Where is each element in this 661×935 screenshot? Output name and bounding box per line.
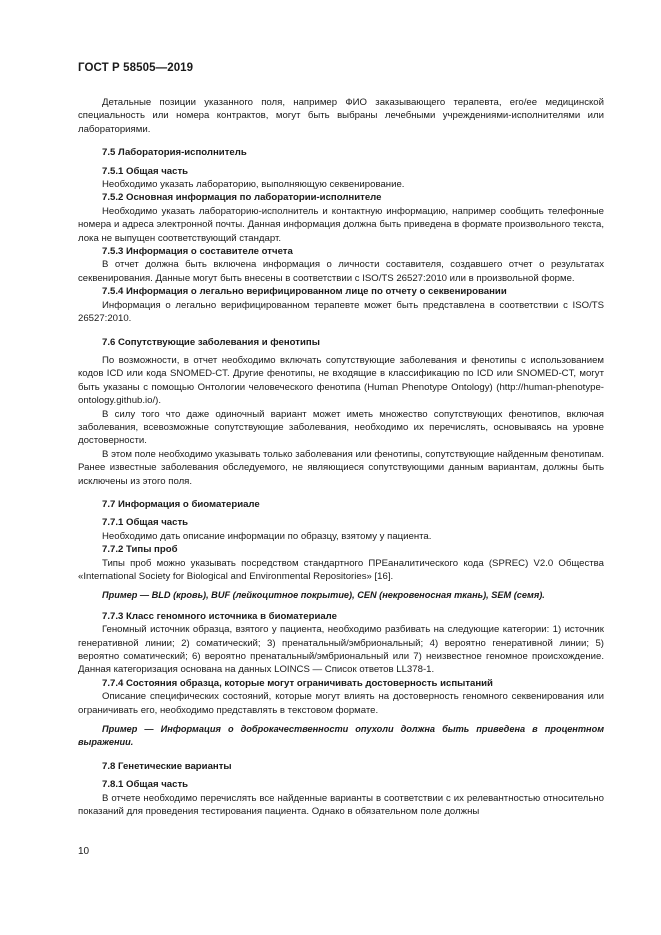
subsection-heading: 7.5.1 Общая часть: [102, 165, 189, 177]
paragraph: В отчете необходимо перечислять все найденные варианты в соответствии с их релевантностью относительно показаний для проведения тестирования пациента. Однако в обязательном поле должны: [78, 792, 604, 818]
section-heading: 7.7 Информация о биоматериале: [102, 498, 260, 510]
document-header: ГОСТ Р 58505—2019: [78, 62, 194, 74]
paragraph: В этом поле необходимо указывать только заболевания или фенотипы, сопутствующие найденным фенотипам. Ранее известные заболевания обследуемого, не являющиеся сопутствующими данным вариантам, должны быть исключены из этого поля.: [78, 448, 604, 487]
subsection-heading: 7.7.2 Типы проб: [102, 544, 178, 556]
paragraph: Типы проб можно указывать посредством стандартного ПРЕаналитического кода (SPREC) V2.0 Общества «International Society for Biological and Environmental Repositories» [16].: [78, 557, 604, 582]
subsection-heading: 7.7.3 Класс геномного источника в биоматериале: [102, 610, 337, 622]
paragraph: В отчет должна быть включена информация о личности составителя, создавшего отчет о результатах секвенирования. Данные могут быть внесены в соответствии с ISO/TS 26527:2010 или в произвольной форме.: [78, 259, 604, 284]
paragraph: Детальные позиции указанного поля, например ФИО заказывающего терапевта, его/ее медицинской специальность или номера контрактов, могут быть выбраны лечебными учреждениями-исполнителями или лабораториями.: [78, 97, 604, 135]
subsection-heading: 7.5.4 Информация о легально верифицированном лице по отчету о секвенировании: [102, 286, 507, 298]
paragraph: Описание специфических состояний, которые могут влиять на достоверность геномного секвенирования или ограничивать его, необходимо представлять в текстовом формате.: [78, 691, 604, 716]
subsection-heading: 7.5.3 Информация о составителе отчета: [102, 246, 293, 258]
document-body: [78, 96, 604, 819]
section-heading: 7.8 Генетические варианты: [102, 760, 232, 772]
paragraph: Геномный источник образца, взятого у пациента, необходимо разбивать на следующие категории: 1) источник генеративной линии; 2) соматический; 3) пренатальный/эмбриональный; 4) вероятно генеративной линии; 5) вероятно соматический; 6) вероятно пренатальный/эмбриональный или 7) неизвестное геномное происхождение. Данная категоризация основана на данных LOINCS — Список ответов LL378-1.: [78, 624, 604, 676]
subsection-heading: 7.5.2 Основная информация по лаборатории-исполнителе: [102, 192, 382, 204]
paragraph: Необходимо указать лабораторию-исполнитель и контактную информацию, например сообщить телефонные номера и адреса электронной почты. Данная информация должна быть приведена в формате произвольного текста, лока не выпущен соответствующий стандарт.: [78, 205, 604, 244]
paragraph: В силу того что даже одиночный вариант может иметь множество сопутствующих фенотипов, включая заболевания, всевозможные сопутствующие заболевания, необходимо их перечислять, основываясь на уровне достоверности.: [78, 408, 604, 447]
paragraph: Информация о легально верифицированном терапевте может быть представлена в соответствии с ISO/TS 26527:2010.: [78, 299, 604, 325]
page-number: 10: [78, 846, 90, 857]
subsection-heading: 7.8.1 Общая часть: [102, 779, 189, 791]
subsection-heading: 7.7.4 Состояния образца, которые могут ограничивать достоверность испытаний: [102, 677, 493, 689]
section-heading: 7.6 Сопутствующие заболевания и фенотипы: [102, 336, 320, 348]
section-heading: 7.5 Лаборатория-исполнитель: [102, 147, 247, 159]
paragraph: По возможности, в отчет необходимо включать сопутствующие заболевания и фенотипы с использованием кодов ICD или кода SNOMED-CT. Другие фенотипы, не входящие в классификацию по ICD или SNOMED-CT, могут быть указаны с помощью Онтологии человеческого фенотипа (Human Phenotype Ontology) (http://human-phenotype-ontology.github.io/).: [78, 354, 604, 407]
paragraph: Необходимо дать описание информации по образцу, взятому у пациента.: [102, 530, 432, 542]
paragraph: Необходимо указать лабораторию, выполняющую секвенирование.: [102, 179, 405, 191]
subsection-heading: 7.7.1 Общая часть: [102, 517, 189, 529]
example-note: Пример — BLD (кровь), BUF (лейкоцитное покрытие), CEN (некровеносная ткань), SEM (семя).: [102, 590, 545, 601]
example-note: Пример — Информация о доброкачественности опухоли должна быть приведена в процентном выражении.: [78, 724, 604, 748]
